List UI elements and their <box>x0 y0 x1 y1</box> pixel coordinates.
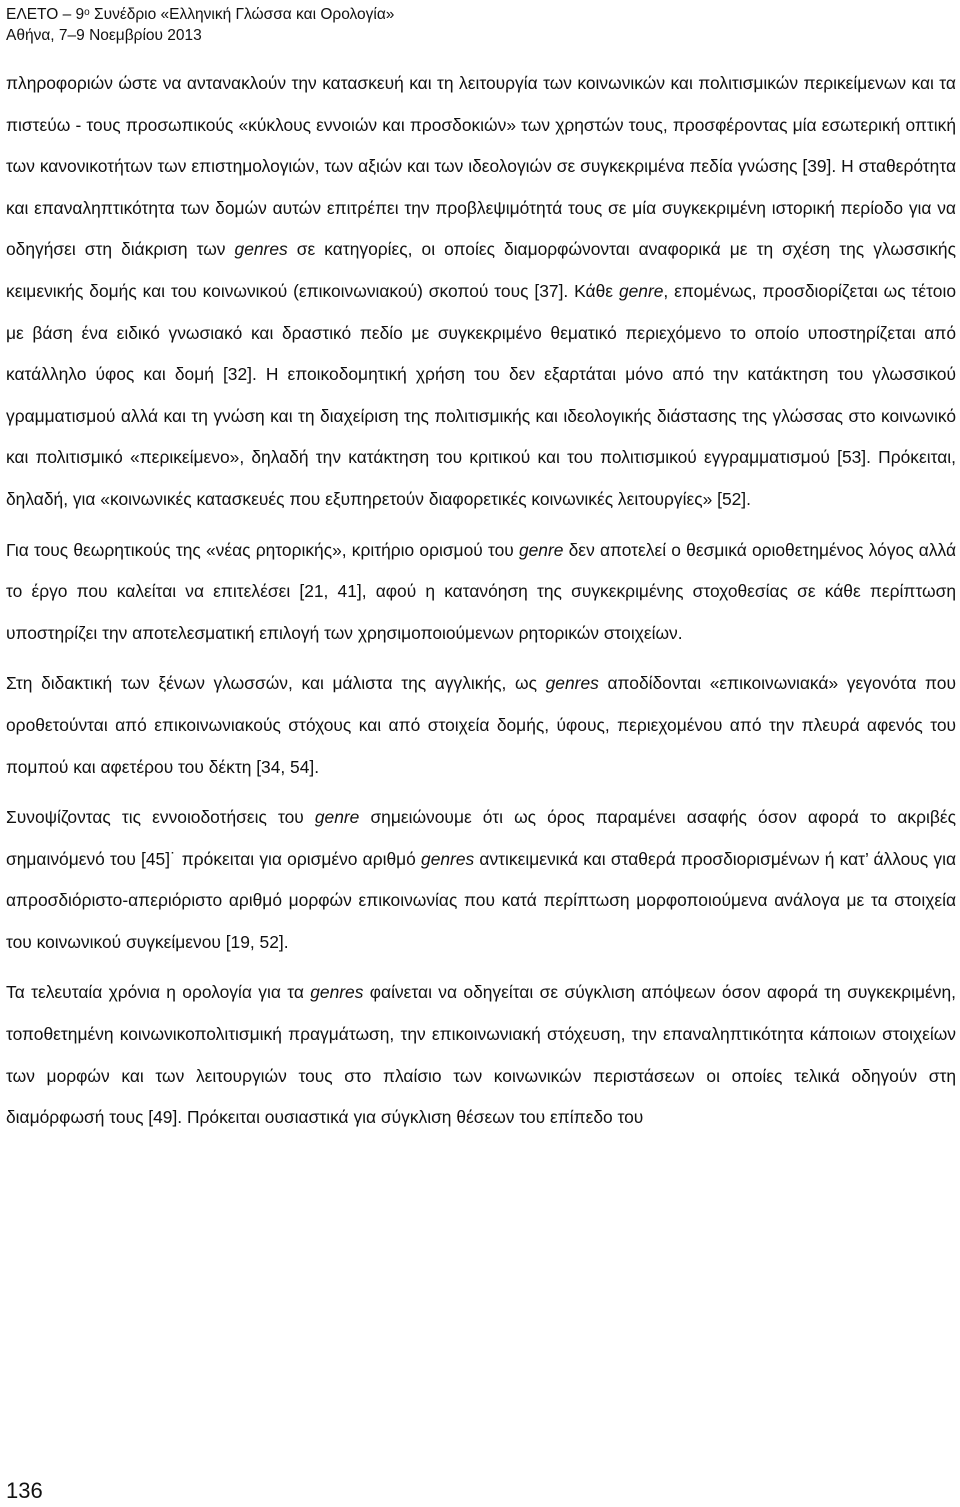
header-conference: ΕΛΕΤΟ – $9^o$ Συνέδριο «Ελληνική Γλώσσα και Ορολογία» <box>6 6 395 23</box>
italic-term: genres <box>310 982 364 1003</box>
text-run: , επομένως, προσδιορίζεται ως τέτοιο με βάση ένα ειδικό γνωσιακό και δραστικό πεδίο με συγκεκριμένο θεματικό περιεχόμενο το οποίο υποστηρίζεται από κατάλληλο ύφος και δομή [32]. Η εποικοδομητική χρήση του δεν εξαρτάται μόνο από την κατάκτηση του γλωσσικού γραμματισμού αλλά και τη γνώση και τη διαχείριση της πολιτισμικής και ιδεολογικής διάστασης της γλώσσας στο κοινωνικό και πολιτισμικό «περικείμενο», δηλαδή την κατάκτηση του κριτικού και του πολιτισμικού εγγραμματισμού [53]. Πρόκειται, δηλαδή, για «κοινωνικές κατασκευές που εξυπηρετούν διαφορετικές κοινωνικές λειτουργίες» [52]. <box>6 280 956 509</box>
text-run: αποδίδονται «επικοινωνιακά» γεγονότα που οροθετούνται από επικοινωνιακούς στόχους και από στοιχεία δομής, ύφους, περιεχομένου από την πλευρά αφενός του πομπού και αφετέρου του δέκτη [34, 54]. <box>6 673 956 777</box>
paragraph <box>6 663 956 788</box>
italic-term: genres <box>545 673 599 694</box>
paragraph <box>6 530 956 655</box>
text-run: σημειώνουμε ότι ως όρος παραμένει ασαφής όσον αφορά το ακριβές σημαινόμενό του [45]˙ πρόκειται για ορισμένο αριθμό <box>6 807 956 869</box>
italic-term: genre <box>314 807 360 828</box>
text-run: Τα τελευταία χρόνια η ορολογία για τα <box>6 982 311 1003</box>
header-location-date: Αθήνα, 7–9 Νοεμβρίου 2013 <box>6 27 202 44</box>
text-run: Για τους θεωρητικούς της «νέας ρητορικής», κριτήριο ορισμού του <box>6 539 519 560</box>
italic-term: genre <box>618 280 664 301</box>
italic-term: genres <box>421 848 475 869</box>
page-number: 136 <box>6 1478 43 1503</box>
text-run: σε κατηγορίες, οι οποίες διαμορφώνονται αναφορικά με τη σχέση της γλωσσικής κειμενικής δομής και του κοινωνικού (επικοινωνιακού) σκοπού τους [37]. Κάθε <box>6 239 956 301</box>
body-text <box>6 63 956 1148</box>
text-run: φαίνεται να οδηγείται σε σύγκλιση απόψεων όσον αφορά τη συγκεκριμένη, τοποθετημένη κοινωνικοπολιτισμική πραγμάτωση, την επικοινωνιακή στόχευση, την επαναληπτικότητα κάποιων στοιχείων των μορφών και των λειτουργιών τους στο πλαίσιο των κοινωνικών περιστάσεων οι οποίες τελικά οδηγούν στη διαμόρφωσή τους [49]. Πρόκειται ουσιαστικά για σύγκλιση θέσεων του επίπεδο του <box>6 982 956 1128</box>
ordinal-superscript: ο <box>84 7 90 18</box>
paragraph <box>6 972 956 1138</box>
text-run: Συνοψίζοντας τις εννοιοδοτήσεις του <box>6 807 315 828</box>
text-run: δεν αποτελεί ο θεσμικά οριοθετημένος λόγος αλλά το έργο που καλείται να επιτελέσει [21, 41], αφού η κατανόηση της συγκεκριμένης στοχοθεσίας σε κάθε περίπτωση υποστηρίζει την αποτελεσματική επιλογή των χρησιμοποιούμενων ρητορικών στοιχείων. <box>6 539 957 643</box>
italic-term: genre <box>518 539 564 560</box>
paragraph <box>6 63 956 521</box>
italic-term: genres <box>234 239 288 260</box>
paragraph <box>6 797 956 963</box>
running-header <box>6 4 394 46</box>
text-run: πληροφοριών ώστε να αντανακλούν την κατασκευή και τη λειτουργία των κοινωνικών και πολιτισμικών περικείμενων και τα πιστεύω - τους προσωπικούς «κύκλους εννοιών και προσδοκιών» των χρηστών τους, προσφέροντας μία εσωτερική οπτική των κανονικοτήτων των επιστημολογιών, των αξιών και των ιδεολογιών σε συγκεκριμένα πεδία γνώσης [39]. Η σταθερότητα και επαναληπτικότητα των δομών αυτών επιτρέπει την προβλεψιμότητά τους σε μία συγκεκριμένη ιστορική περίοδο για να οδηγήσει στη διάκριση των <box>6 73 956 260</box>
text-run: αντικειμενικά και σταθερά προσδιορισμένων ή κατ’ άλλους για απροσδιόριστο-απεριόριστο αριθμό μορφών επικοινωνίας που κατά περίπτωση μορφοποιούμενα ανάλογα με τα στοιχεία του κοινωνικού συγκείμενου [19, 52]. <box>6 848 956 952</box>
text-run: Στη διδακτική των ξένων γλωσσών, και μάλιστα της αγγλικής, ως <box>6 673 546 694</box>
